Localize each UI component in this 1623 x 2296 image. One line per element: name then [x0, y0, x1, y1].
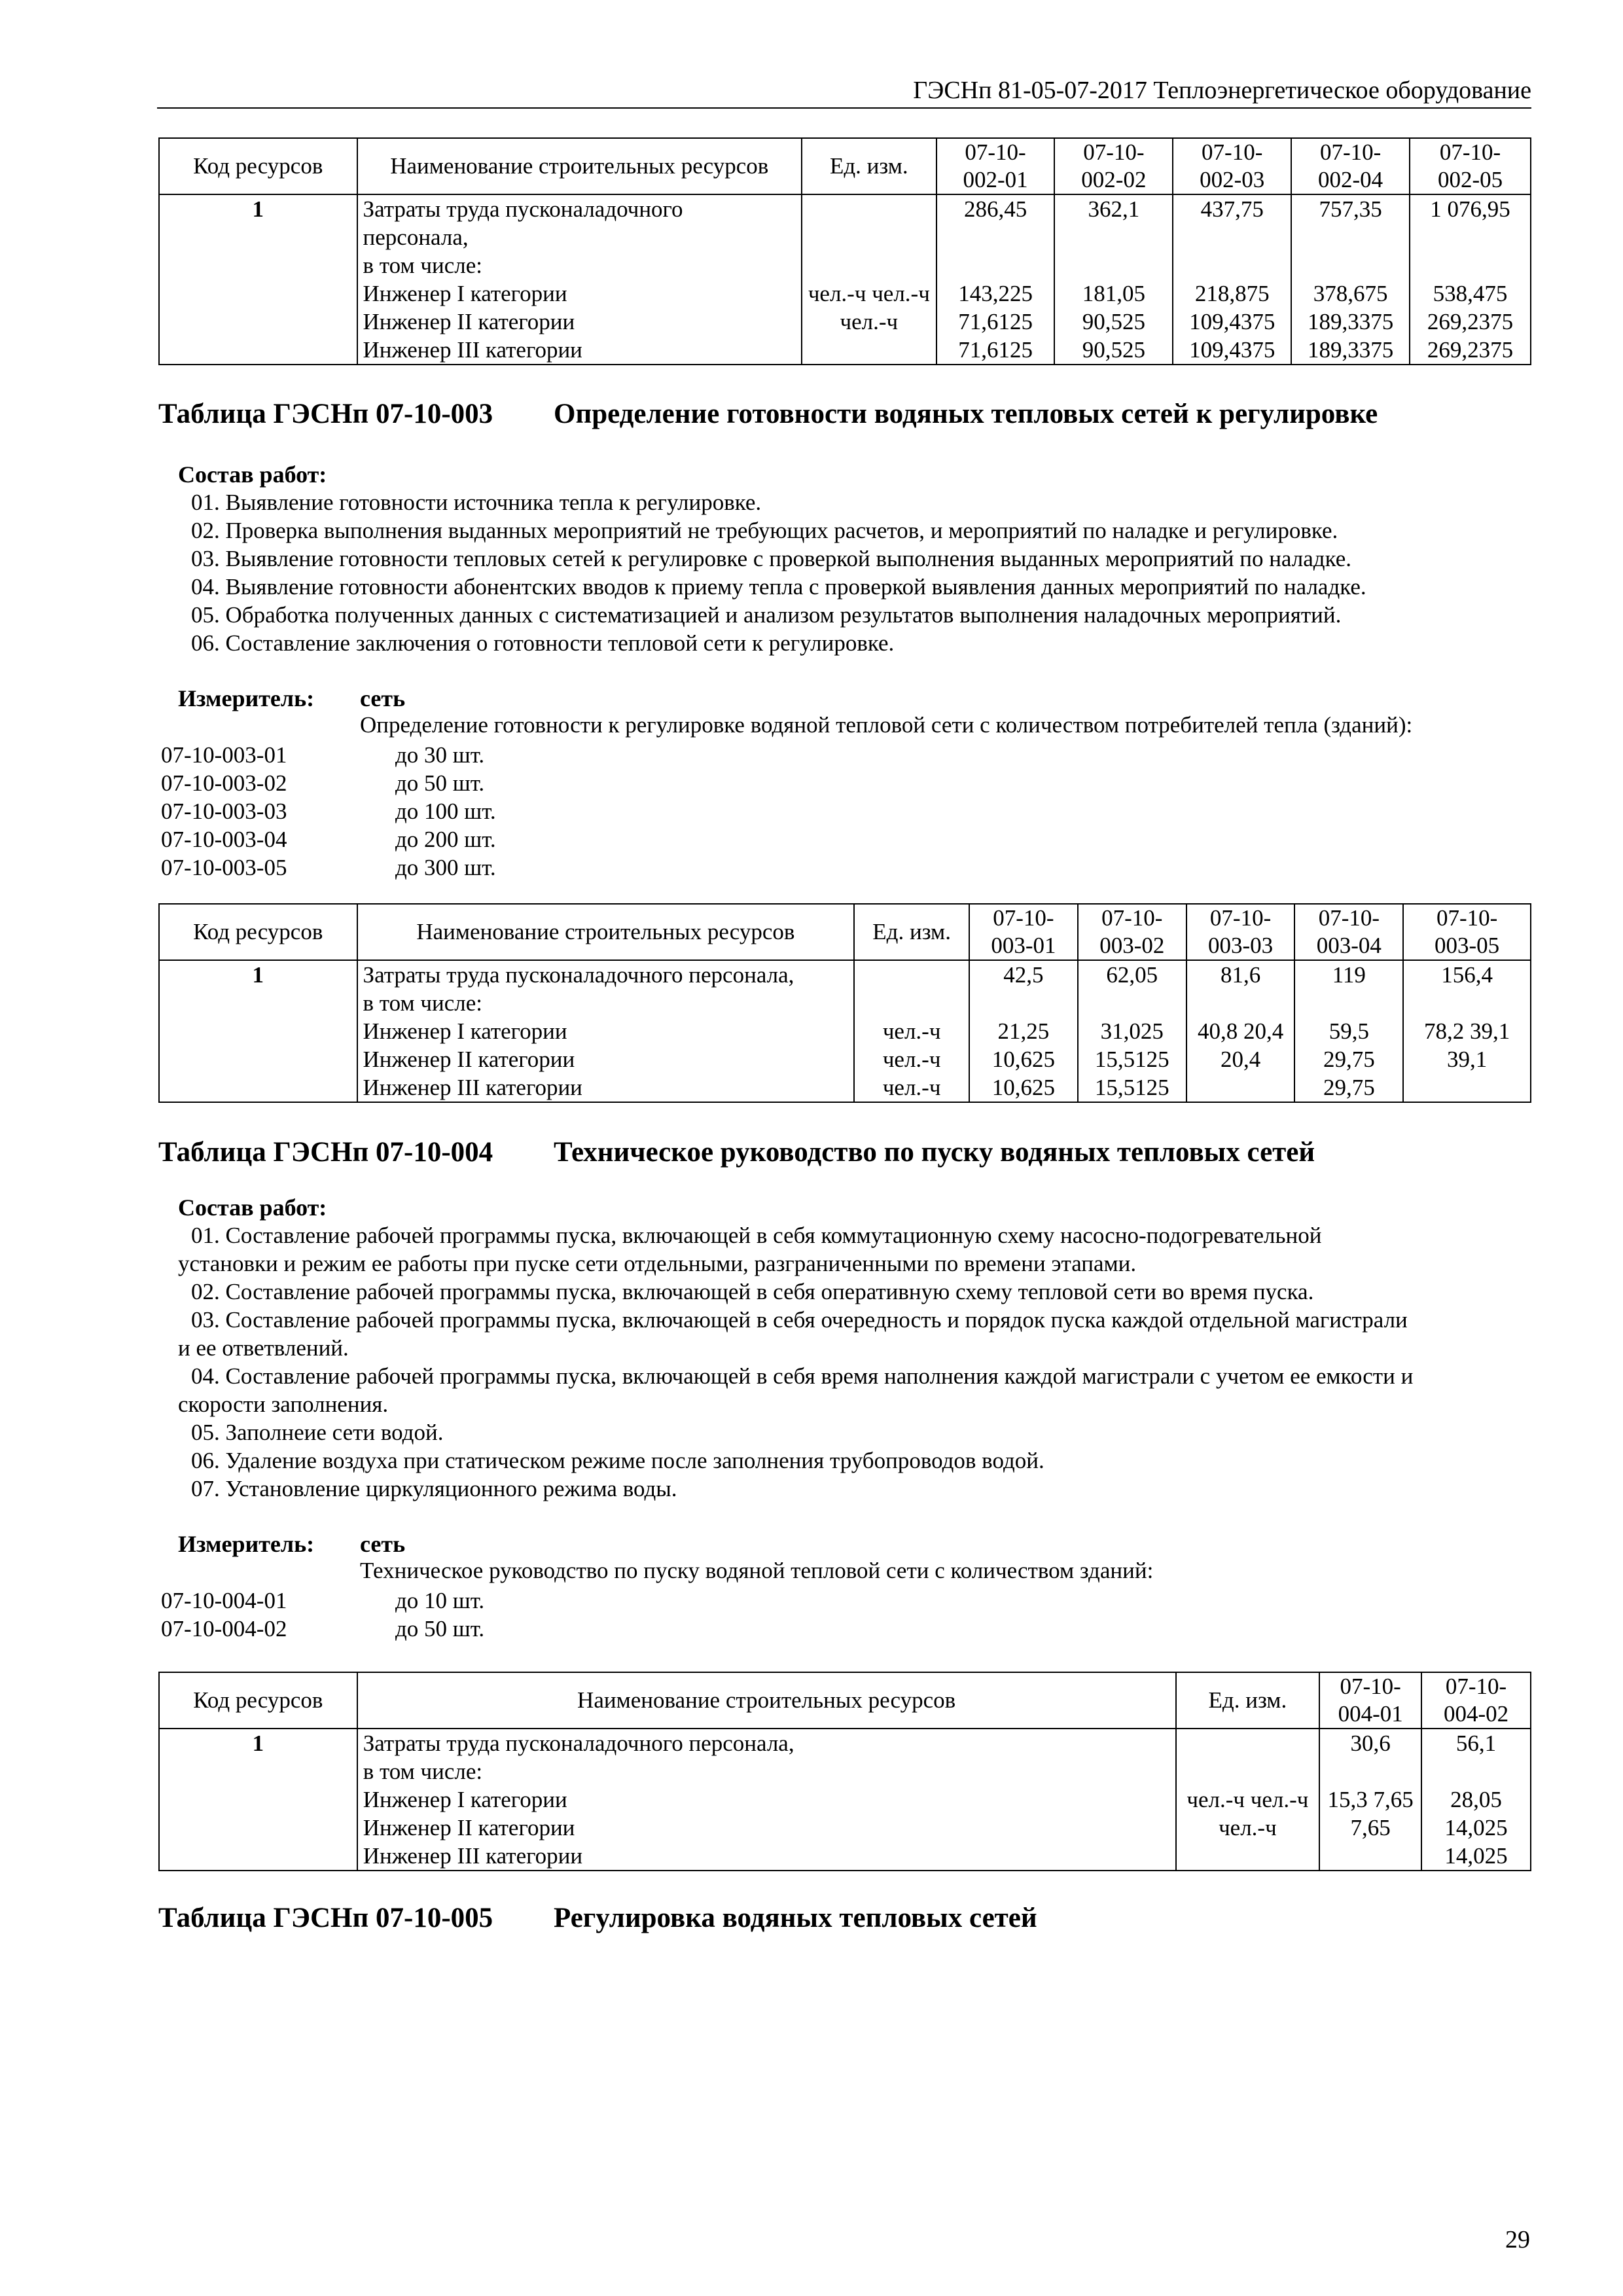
col-header-norm: 07-10- 004-01 [1319, 1672, 1421, 1729]
col-header-norm: 07-10- 003-03 [1186, 904, 1295, 960]
measure-label: Измеритель: [178, 1531, 315, 1557]
resources-table-07-10-003 [158, 903, 1531, 1103]
resources-table-07-10-002 [158, 137, 1531, 365]
resource-name-line: Затраты труда пусконаладочного персонала, [363, 1731, 794, 1756]
norm-value: 269,2375 [1427, 309, 1514, 334]
resource-name-line: Инженер I категории [363, 281, 567, 306]
col-header-name: Наименование строительных ресурсов [357, 138, 802, 194]
works-item: 01. Составление рабочей программы пуска, включающей в себя коммутационную схему насосно-подогревательной [191, 1223, 1322, 1248]
norm-row [161, 1587, 484, 1615]
col-header-norm: 07-10- 002-01 [936, 138, 1055, 194]
norm-value: 15,5125 [1094, 1075, 1169, 1100]
col-header-norm: 07-10- 003-01 [969, 904, 1078, 960]
resource-name-line: Инженер III категории [363, 1075, 582, 1100]
norm-rows [161, 741, 496, 882]
norm-value: 10,625 [991, 1075, 1056, 1100]
norm-value: 189,3375 [1307, 309, 1394, 334]
norm-row [161, 853, 496, 882]
norm-row [161, 825, 496, 853]
table-title-07-10-005 [158, 1902, 1037, 1934]
resource-name-line: в том числе: [363, 1759, 483, 1784]
col-header-name: Наименование строительных ресурсов [357, 904, 855, 960]
norm-value: 59,5 [1329, 1018, 1369, 1044]
resource-name-line: Затраты труда пусконаладочного [363, 196, 683, 222]
norm-value: 143,225 [958, 281, 1033, 306]
norm-text: до 50 шт. [395, 770, 485, 796]
norm-value: 7,65 [1373, 1787, 1414, 1812]
col-header-unit: Ед. изм. [854, 904, 969, 960]
table-row [159, 960, 1531, 1102]
measure-label: Измеритель: [178, 685, 315, 711]
norm-value: 15,3 [1327, 1787, 1368, 1812]
unit-value: чел.-ч [1219, 1815, 1277, 1840]
works-item: 02. Составление рабочей программы пуска, включающей в себя оперативную схему тепловой сети во время пуска. [191, 1279, 1314, 1304]
unit-value: чел.-ч [1250, 1787, 1309, 1812]
table-code: Таблица ГЭСНп 07-10-005 [158, 1903, 493, 1933]
resource-code: 1 [159, 1729, 357, 1871]
norm-code: 07-10-003-02 [161, 770, 287, 796]
col-header-name: Наименование строительных ресурсов [357, 1672, 1176, 1729]
works-list [178, 1221, 1526, 1503]
norm-values-cell [1294, 960, 1403, 1102]
norm-value: 362,1 [1088, 196, 1140, 222]
col-header-norm: 07-10- 004-02 [1421, 1672, 1531, 1729]
col-header-code: Код ресурсов [159, 1672, 357, 1729]
norm-values-cell [1319, 1729, 1421, 1871]
resource-name-line: Инженер II категории [363, 309, 575, 334]
unit-value: чел.-ч [882, 1075, 941, 1100]
norm-value: 156,4 [1441, 962, 1493, 988]
col-header-norm: 07-10- 003-02 [1078, 904, 1186, 960]
norm-value: 269,2375 [1427, 337, 1514, 363]
norm-value: 757,35 [1319, 196, 1382, 222]
norm-value: 31,025 [1100, 1018, 1164, 1044]
norm-values-cell [936, 194, 1055, 365]
norm-value: 71,6125 [958, 309, 1033, 334]
norm-text: до 200 шт. [395, 827, 496, 852]
norm-values-cell [1054, 194, 1173, 365]
col-header-code: Код ресурсов [159, 904, 357, 960]
works-item: 05. Обработка полученных данных с систематизацией и анализом результатов выполнения наладочных мероприятий. [191, 602, 1342, 628]
table-code: Таблица ГЭСНп 07-10-004 [158, 1137, 493, 1168]
works-item: 03. Составление рабочей программы пуска, включающей в себя очередность и порядок пуска каждой отдельной магистрали [191, 1307, 1408, 1333]
norm-code: 07-10-003-04 [161, 827, 287, 852]
norm-value: 286,45 [963, 196, 1027, 222]
resource-name-line: Инженер II категории [363, 1047, 575, 1072]
resource-name-line: Инженер III категории [363, 1843, 583, 1869]
resource-name-line: в том числе: [363, 253, 482, 278]
works-label: Состав работ: [178, 1194, 327, 1221]
resource-name-line: Инженер I категории [363, 1018, 567, 1044]
col-header-norm: 07-10- 002-03 [1173, 138, 1291, 194]
norm-value: 90,525 [1082, 309, 1145, 334]
norm-values-cell [1421, 1729, 1531, 1871]
norm-value: 119 [1332, 962, 1366, 988]
norm-value: 7,65 [1350, 1815, 1391, 1840]
resource-name-line: Затраты труда пусконаладочного персонала, [363, 962, 794, 988]
norm-code: 07-10-004-01 [161, 1588, 287, 1613]
table-title: Регулировка водяных тепловых сетей [554, 1903, 1037, 1933]
unit-cell [854, 960, 969, 1102]
table-title-07-10-004 [158, 1136, 1315, 1168]
unit-value: чел.-ч [840, 309, 899, 334]
norm-row [161, 769, 496, 797]
norm-value: 28,05 [1450, 1787, 1502, 1812]
table-row [159, 194, 1531, 365]
resource-code: 1 [159, 960, 357, 1102]
norm-value: 90,525 [1082, 337, 1145, 363]
works-item: 04. Выявление готовности абонентских вводов к приему тепла с проверкой выявления данных мероприятий по наладке. [191, 574, 1366, 600]
works-item: 04. Составление рабочей программы пуска, включающей в себя время наполнения каждой магистрали с учетом ее емкости и [191, 1363, 1414, 1389]
works-label: Состав работ: [178, 461, 327, 488]
norm-value: 29,75 [1323, 1075, 1375, 1100]
works-item: 05. Заполнеие сети водой. [191, 1420, 444, 1445]
resource-name-line: Инженер III категории [363, 337, 582, 363]
table-title-07-10-003 [158, 398, 1378, 430]
resource-name-cell [357, 1729, 1176, 1871]
unit-value: чел.-ч [1186, 1787, 1245, 1812]
norm-value: 10,625 [991, 1047, 1056, 1072]
norm-value: 30,6 [1350, 1731, 1391, 1756]
resource-name-cell [357, 194, 802, 365]
col-header-unit: Ед. изм. [802, 138, 936, 194]
norm-value: 15,5125 [1094, 1047, 1169, 1072]
norm-values-cell [1403, 960, 1531, 1102]
norm-text: до 10 шт. [395, 1588, 485, 1613]
table-code: Таблица ГЭСНп 07-10-003 [158, 399, 493, 429]
norm-value: 29,75 [1323, 1047, 1375, 1072]
col-header-code: Код ресурсов [159, 138, 357, 194]
resource-name-line: персонала, [363, 224, 469, 250]
norm-value: 39,1 [1446, 1047, 1488, 1072]
norm-value: 42,5 [1003, 962, 1044, 988]
works-item: 06. Удаление воздуха при статическом режиме после заполнения трубопроводов водой. [191, 1448, 1044, 1473]
norm-text: до 100 шт. [395, 798, 496, 824]
measure-description: Определение готовности к регулировке водяной тепловой сети с количеством потребителей тепла (зданий): [360, 712, 1413, 738]
measure-unit: сеть [360, 1531, 406, 1557]
col-header-norm: 07-10- 002-04 [1291, 138, 1410, 194]
norm-value: 109,4375 [1189, 337, 1275, 363]
norm-values-cell [1186, 960, 1295, 1102]
norm-value: 20,4 [1243, 1018, 1284, 1044]
works-item: 03. Выявление готовности тепловых сетей к регулировке с проверкой выполнения выданных мероприятий по наладке. [191, 546, 1352, 571]
col-header-norm: 07-10- 002-02 [1054, 138, 1173, 194]
norm-value: 181,05 [1082, 281, 1145, 306]
measure-unit: сеть [360, 685, 406, 711]
table-header-row [159, 904, 1531, 960]
col-header-unit: Ед. изм. [1176, 1672, 1320, 1729]
norm-value: 62,05 [1106, 962, 1158, 988]
norm-value: 56,1 [1455, 1731, 1497, 1756]
norm-values-cell [969, 960, 1078, 1102]
table-title: Техническое руководство по пуску водяных тепловых сетей [554, 1137, 1315, 1168]
norm-value: 78,2 [1423, 1018, 1465, 1044]
norm-value: 14,025 [1444, 1843, 1508, 1869]
unit-cell [802, 194, 936, 365]
norm-value: 39,1 [1469, 1018, 1510, 1044]
works-item: 02. Проверка выполнения выданных мероприятий не требующих расчетов, и мероприятий по наладке и регулировке. [191, 518, 1338, 543]
norm-value: 71,6125 [958, 337, 1033, 363]
col-header-norm: 07-10- 003-05 [1403, 904, 1531, 960]
norm-value: 189,3375 [1307, 337, 1394, 363]
resource-name-line: Инженер II категории [363, 1815, 575, 1840]
running-header: ГЭСНп 81-05-07-2017 Теплоэнергетическое оборудование [157, 76, 1531, 109]
col-header-norm: 07-10- 002-05 [1410, 138, 1531, 194]
resource-name-cell [357, 960, 855, 1102]
norm-values-cell [1078, 960, 1186, 1102]
norm-code: 07-10-004-02 [161, 1616, 287, 1641]
works-item: скорости заполнения. [178, 1391, 389, 1417]
norm-value: 218,875 [1194, 281, 1270, 306]
norm-text: до 50 шт. [395, 1616, 485, 1641]
table-title: Определение готовности водяных тепловых сетей к регулировке [554, 399, 1378, 429]
works-item: установки и режим ее работы при пуске сети отдельными, разграниченными по времени этапами. [178, 1251, 1137, 1276]
norm-value: 21,25 [997, 1018, 1050, 1044]
norm-value: 1 076,95 [1430, 196, 1510, 222]
unit-value: чел.-ч [872, 281, 930, 306]
resources-table-07-10-004 [158, 1672, 1531, 1871]
norm-row [161, 1615, 484, 1643]
norm-values-cell [1410, 194, 1531, 365]
norm-row [161, 797, 496, 825]
norm-value: 538,475 [1433, 281, 1508, 306]
norm-row [161, 741, 496, 769]
norm-value: 378,675 [1313, 281, 1388, 306]
norm-value: 109,4375 [1189, 309, 1275, 334]
norm-value: 40,8 [1197, 1018, 1238, 1044]
norm-text: до 300 шт. [395, 855, 496, 880]
measure-description: Техническое руководство по пуску водяной тепловой сети с количеством зданий: [360, 1558, 1154, 1583]
unit-value: чел.-ч [882, 1018, 941, 1044]
works-item: 06. Составление заключения о готовности тепловой сети к регулировке. [191, 630, 895, 656]
norm-value: 20,4 [1220, 1047, 1261, 1072]
table-row [159, 1729, 1531, 1871]
table-header-row [159, 1672, 1531, 1729]
resource-code: 1 [159, 194, 357, 365]
page-number: 29 [1505, 2226, 1530, 2253]
table-header-row [159, 138, 1531, 194]
works-item: 07. Установление циркуляционного режима воды. [191, 1476, 677, 1501]
resource-name-line: Инженер I категории [363, 1787, 567, 1812]
norm-code: 07-10-003-01 [161, 742, 287, 768]
norm-values-cell [1291, 194, 1410, 365]
norm-value: 81,6 [1220, 962, 1261, 988]
norm-rows [161, 1587, 484, 1643]
norm-value: 14,025 [1444, 1815, 1508, 1840]
unit-cell [1176, 1729, 1320, 1871]
col-header-norm: 07-10- 003-04 [1294, 904, 1403, 960]
norm-code: 07-10-003-05 [161, 855, 287, 880]
works-list [191, 488, 1526, 657]
unit-value: чел.-ч [882, 1047, 941, 1072]
unit-value: чел.-ч [808, 281, 866, 306]
norm-text: до 30 шт. [395, 742, 485, 768]
norm-values-cell [1173, 194, 1291, 365]
works-item: и ее ответвлений. [178, 1335, 349, 1361]
works-item: 01. Выявление готовности источника тепла к регулировке. [191, 490, 762, 515]
norm-value: 437,75 [1200, 196, 1264, 222]
resource-name-line: в том числе: [363, 990, 482, 1016]
norm-code: 07-10-003-03 [161, 798, 287, 824]
